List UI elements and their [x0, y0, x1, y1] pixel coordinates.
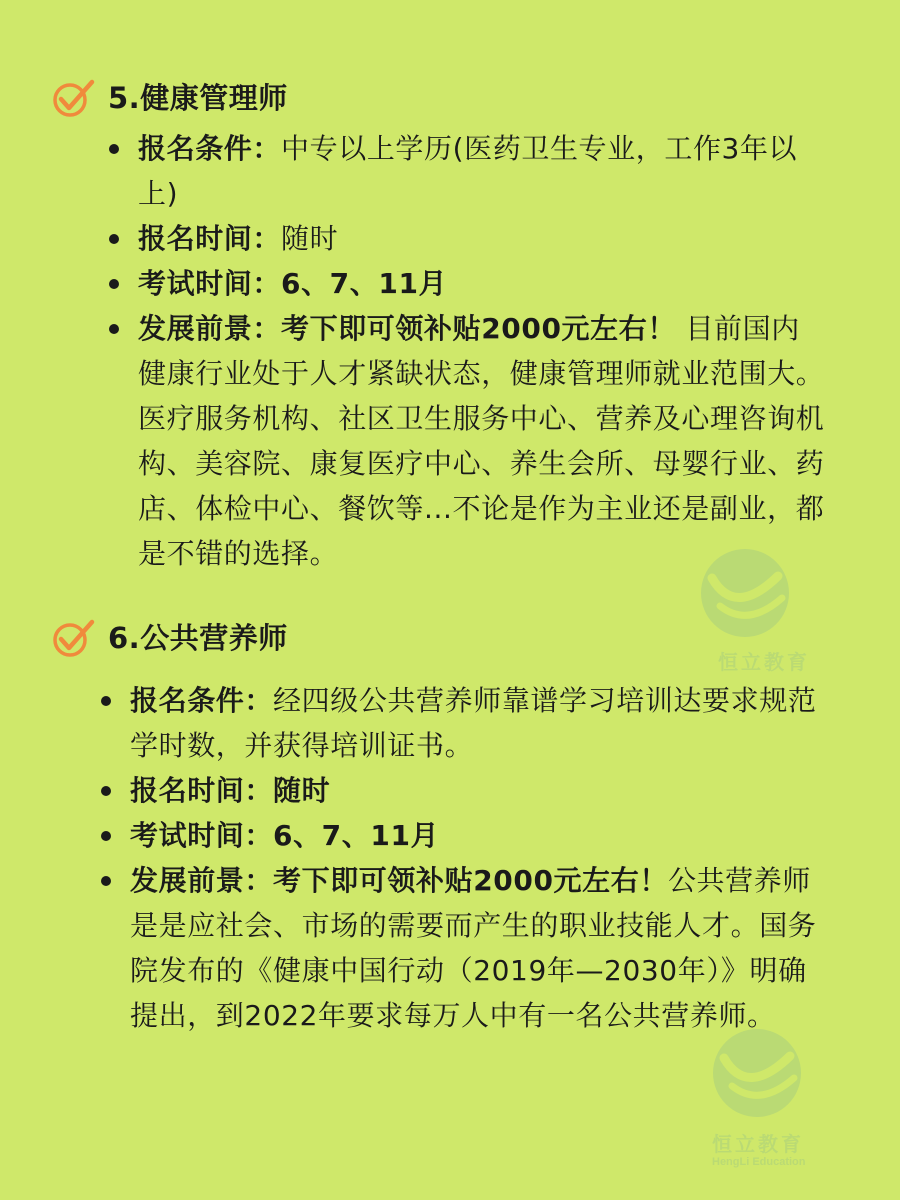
watermark — [690, 548, 810, 674]
list-item — [130, 768, 820, 813]
item-label: 报名条件： — [138, 132, 282, 165]
list-item — [138, 126, 828, 216]
item-label: 考试时间：6、7、11月 — [138, 267, 448, 300]
check-circle-icon — [52, 618, 96, 658]
watermark-name: 恒立教育 — [712, 1132, 804, 1156]
section-title: 6.公共营养师 — [108, 621, 288, 655]
item-label: 报名时间： — [138, 222, 282, 255]
watermark — [702, 1028, 812, 1168]
check-circle-icon — [52, 78, 96, 118]
requirements-list — [130, 678, 820, 1038]
section-public-nutritionist — [0, 612, 900, 1038]
section-heading — [0, 72, 900, 124]
list-item — [138, 306, 828, 576]
item-text: 中专以上学历(医药卫生专业，工作3年以上) — [138, 132, 798, 210]
item-text: 公共营养师是是应社会、市场的需要而产生的职业技能人才。国务院发布的《健康中国行动（2019年—2030年）》明确提出，到2022年要求每万人中有一名公共营养师。 — [130, 864, 817, 1032]
list-item — [130, 858, 820, 1038]
list-item — [138, 261, 828, 306]
requirements-list — [138, 126, 828, 576]
item-text: 经四级公共营养师靠谱学习培训达要求规范学时数，并获得培训证书。 — [130, 684, 817, 762]
section-title: 5.健康管理师 — [108, 81, 288, 115]
item-label: 考试时间：6、7、11月 — [130, 819, 440, 852]
watermark-subtitle: HengLi Education — [712, 1156, 806, 1168]
item-label: 报名条件： — [130, 684, 274, 717]
list-item — [138, 216, 828, 261]
item-label: 发展前景：考下即可领补贴2000元左右！ — [138, 312, 676, 345]
list-item — [130, 678, 820, 768]
item-text: 随时 — [281, 222, 339, 255]
watermark-name: 恒立教育 — [718, 650, 810, 674]
hengli-logo-icon — [690, 548, 800, 648]
hengli-logo-icon — [702, 1028, 812, 1128]
section-health-manager — [0, 72, 900, 576]
item-label: 发展前景：考下即可领补贴2000元左右！ — [130, 864, 668, 897]
item-text: 目前国内健康行业处于人才紧缺状态，健康管理师就业范围大。医疗服务机构、社区卫生服务中心、营养及心理咨询机构、美容院、康复医疗中心、养生会所、母婴行业、药店、体检中心、餐饮等...不论是作为主业还是副业，都是不错的选择。 — [138, 312, 825, 570]
list-item — [130, 813, 820, 858]
item-label: 报名时间：随时 — [130, 774, 331, 807]
